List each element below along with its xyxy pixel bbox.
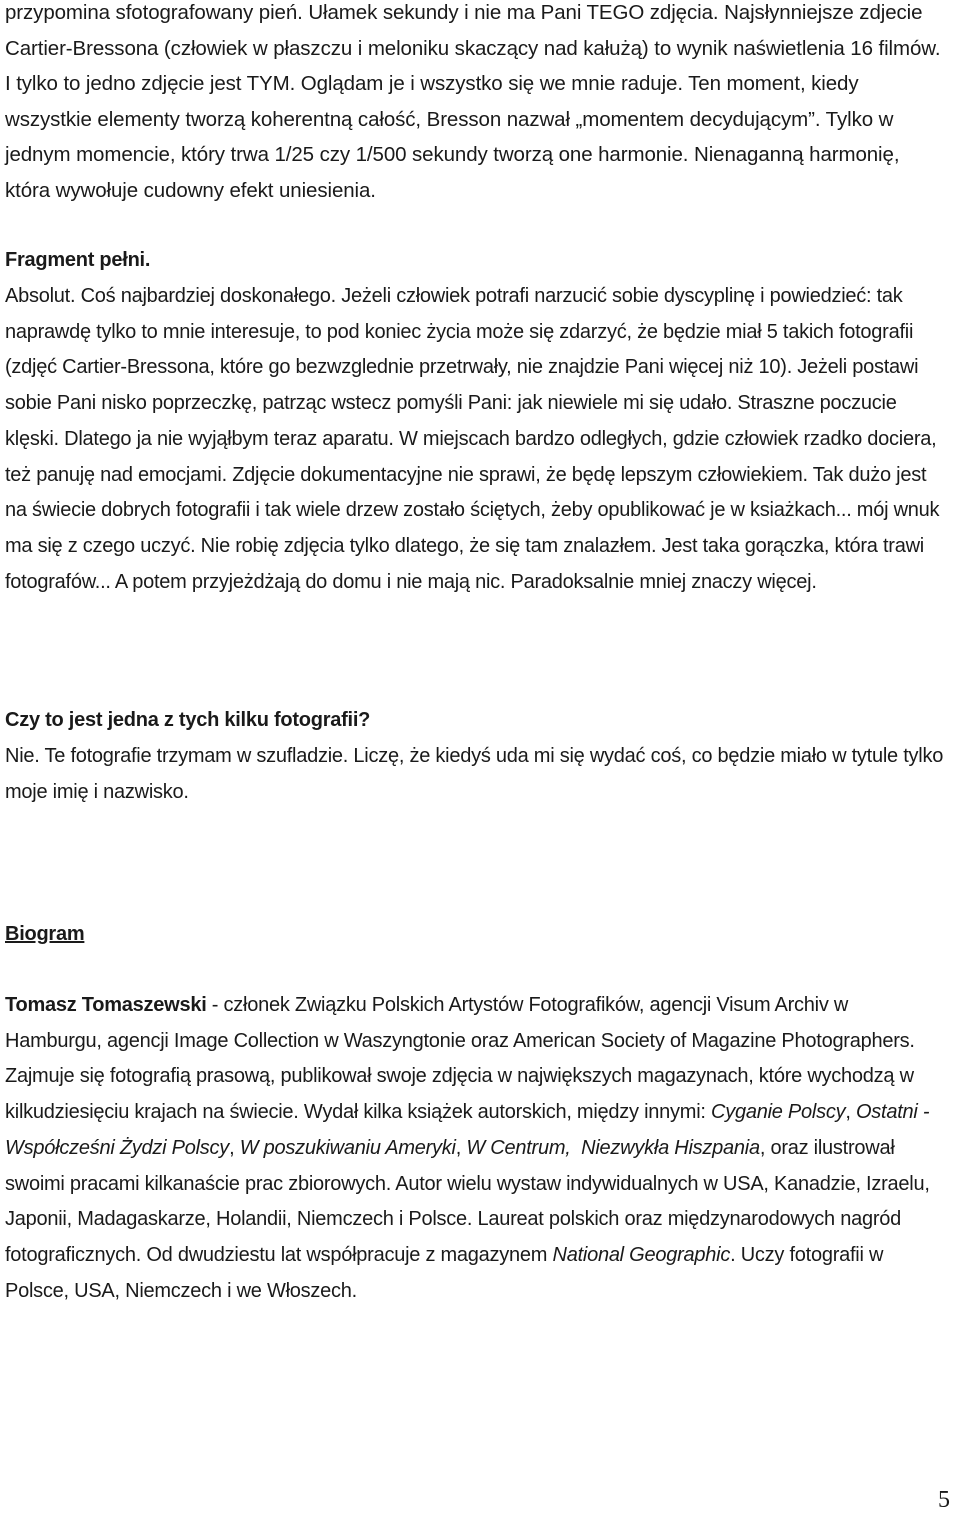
magazine-title: National Geographic bbox=[552, 1243, 731, 1266]
separator-4 bbox=[571, 1137, 582, 1159]
separator-2: , bbox=[229, 1136, 240, 1159]
page-number: 5 bbox=[938, 1487, 950, 1513]
book-title-2: Ostatni - Współcześni Żydzi Polscy bbox=[5, 1101, 930, 1159]
book-title-3: W poszukiwaniu Ameryki bbox=[239, 1136, 456, 1159]
biogram-text-1: - członek Związku Polskich Artystów Fotografików, agencji Visum Archiv w Hamburgu, agencji Image Collection w Waszyngtonie oraz American Society of Magazine Photographers. Zajmuje się fotografią prasową, publikował swoje zdjęcia w największych magazynach, które wychodzą w kilkudziesięciu krajach na świecie. Wydał kilka książek autorskich, między innymi: bbox=[5, 994, 915, 1124]
biogram-text-2: , oraz ilustrował swoimi pracami kilkanaście prac zbiorowych. Autor wielu wystaw indywidualnych w USA, Kanadzie, Izraelu, Japonii, Madagaskarze, Holandii, Niemczech i Polsce. Laureat polskich oraz międzynarodowych nagród fotograficznych. Od dwudziestu lat współpracuje z magazynem bbox=[5, 1136, 930, 1266]
biogram-heading: Biogram bbox=[5, 923, 85, 945]
biogram-name: Tomasz Tomaszewski bbox=[5, 994, 207, 1016]
book-title-4: W Centrum, bbox=[466, 1136, 571, 1159]
answer-fragment: Absolut. Coś najbardziej doskonałego. Jeżeli człowiek potrafi narzucić sobie dyscyplinę i powiedzieć: tak naprawdę tylko to mnie interesuje, to pod koniec życia może się zdarzyć, że będzie miał 5 takich fotografii (zdjęć Cartier-Bressona, które go bezwzglednie przetrwały, nie znajdzie Pani więcej niż 10). Jeżeli postawi sobie Pani nisko poprzeczkę, patrząc wstecz pomyśli Pani: jak niewiele mi się udało. Straszne poczucie klęski. Dlatego ja nie wyjąłbym teraz aparatu. W miejscach bardzo odległych, gdzie człowiek rzadko dociera, też panuję nad emocjami. Zdjęcie dokumentacyjne nie sprawi, że będę lepszym człowiekiem. Tak dużo jest na świecie dobrych fotografii i tak wiele drzew zostało ściętych, żeby opublikować je w ksiażkach... mój wnuk ma się z czego uczyć. Nie robię zdjęcia tylko dlatego, że się tam znalazłem. Jest taka gorączka, która trawi fotografów... A potem przyjeżdżają do domu i nie mają nic. Paradoksalnie mniej znaczy więcej. bbox=[5, 285, 940, 593]
intro-paragraph: przypomina sfotografowany pień. Ułamek sekundy i nie ma Pani TEGO zdjęcia. Najsłynniejsze zdjecie Cartier-Bressona (człowiek w płaszczu i meloniku skaczący nad kałużą) to wynik naświetlenia 16 filmów. I tylko to jedno zdjęcie jest TYM. Oglądam je i wszystko się we mnie raduje. Ten moment, kiedy wszystkie elementy tworzą koherentną całość, Bresson nazwał „momentem decydującym”. Tylko w jednym momencie, który trwa 1/25 czy 1/500 sekundy tworzą one harmonie. Nienaganną harmonię, która wywołuje cudowny efekt uniesienia. bbox=[5, 1, 941, 202]
biogram-paragraph bbox=[5, 988, 950, 1309]
separator-1: , bbox=[845, 1101, 856, 1124]
question-photograph: Czy to jest jedna z tych kilku fotografii? bbox=[5, 709, 371, 731]
book-title-1: Cyganie Polscy bbox=[711, 1101, 846, 1124]
answer-photograph: Nie. Te fotografie trzymam w szufladzie. Liczę, że kiedyś uda mi się wydać coś, co będzie miało w tytule tylko moje imię i nazwisko. bbox=[5, 745, 944, 803]
book-title-5: Niezwykła Hiszpania bbox=[581, 1136, 760, 1159]
biogram-text-3: . Uczy fotografii w Polsce, USA, Niemczech i we Włoszech. bbox=[5, 1243, 884, 1302]
question-fragment: Fragment pełni. bbox=[5, 249, 151, 271]
separator-3: , bbox=[455, 1136, 467, 1159]
